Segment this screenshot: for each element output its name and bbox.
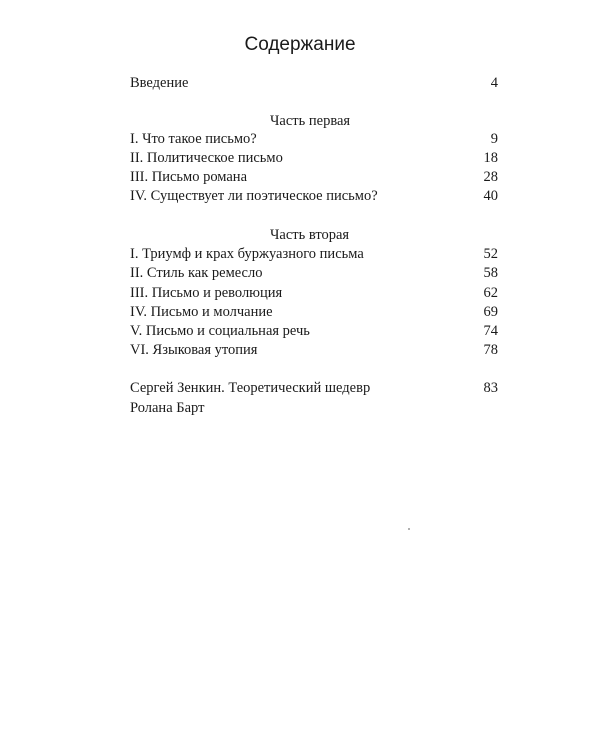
toc-entry-label: Ролана Барт (130, 400, 205, 416)
toc-entry-page: 78 (483, 342, 498, 358)
toc-entry-page: 52 (483, 246, 498, 262)
toc-entry-page: 9 (490, 131, 498, 147)
toc-entry-label: Введение (130, 75, 189, 91)
toc-entry-page: 74 (483, 323, 498, 339)
toc-entry-afterword-continued (130, 398, 498, 418)
toc-entry-page: 62 (483, 285, 498, 301)
toc-entry (130, 263, 498, 283)
toc-entry (130, 148, 498, 168)
toc-entry-page: 58 (483, 265, 498, 281)
toc-entry-label: VI. Языковая утопия (130, 342, 258, 358)
toc-entry-page: 4 (490, 75, 498, 91)
toc-entry-label: II. Стиль как ремесло (130, 265, 263, 281)
toc-entry (130, 167, 498, 187)
toc-entry-label: I. Что такое письмо? (130, 131, 257, 147)
toc-entry-page: 28 (483, 169, 498, 185)
toc-entry (130, 186, 498, 206)
toc-entry-label: IV. Существует ли поэтическое письмо? (130, 188, 378, 204)
paper-speck (408, 528, 410, 530)
toc-entry-label: IV. Письмо и молчание (130, 304, 273, 320)
part-heading-2: Часть вторая (270, 227, 350, 243)
toc-entry-page: 40 (483, 188, 498, 204)
toc-entry-page: 69 (483, 304, 498, 320)
toc-entry-page: 83 (483, 380, 498, 396)
toc-entry-page: 18 (483, 150, 498, 166)
toc-entry-label: I. Триумф и крах буржуазного письма (130, 246, 364, 262)
toc-entry-intro (130, 73, 498, 93)
toc-entry (130, 321, 498, 341)
toc-entry-label: V. Письмо и социальная речь (130, 323, 310, 339)
page-title: Содержание (244, 34, 356, 55)
toc-entry (130, 302, 498, 322)
toc-entry (130, 340, 498, 360)
toc-entry-label: III. Письмо романа (130, 169, 247, 185)
toc-entry (130, 244, 498, 264)
toc-entry-label: Сергей Зенкин. Теоретический шедевр (130, 380, 371, 396)
toc-entry (130, 129, 498, 149)
toc-entry-label: III. Письмо и революция (130, 285, 283, 301)
toc-entry-afterword (130, 378, 498, 398)
toc-entry (130, 283, 498, 303)
part-heading-1: Часть первая (270, 113, 351, 129)
toc-entry-label: II. Политическое письмо (130, 150, 283, 166)
